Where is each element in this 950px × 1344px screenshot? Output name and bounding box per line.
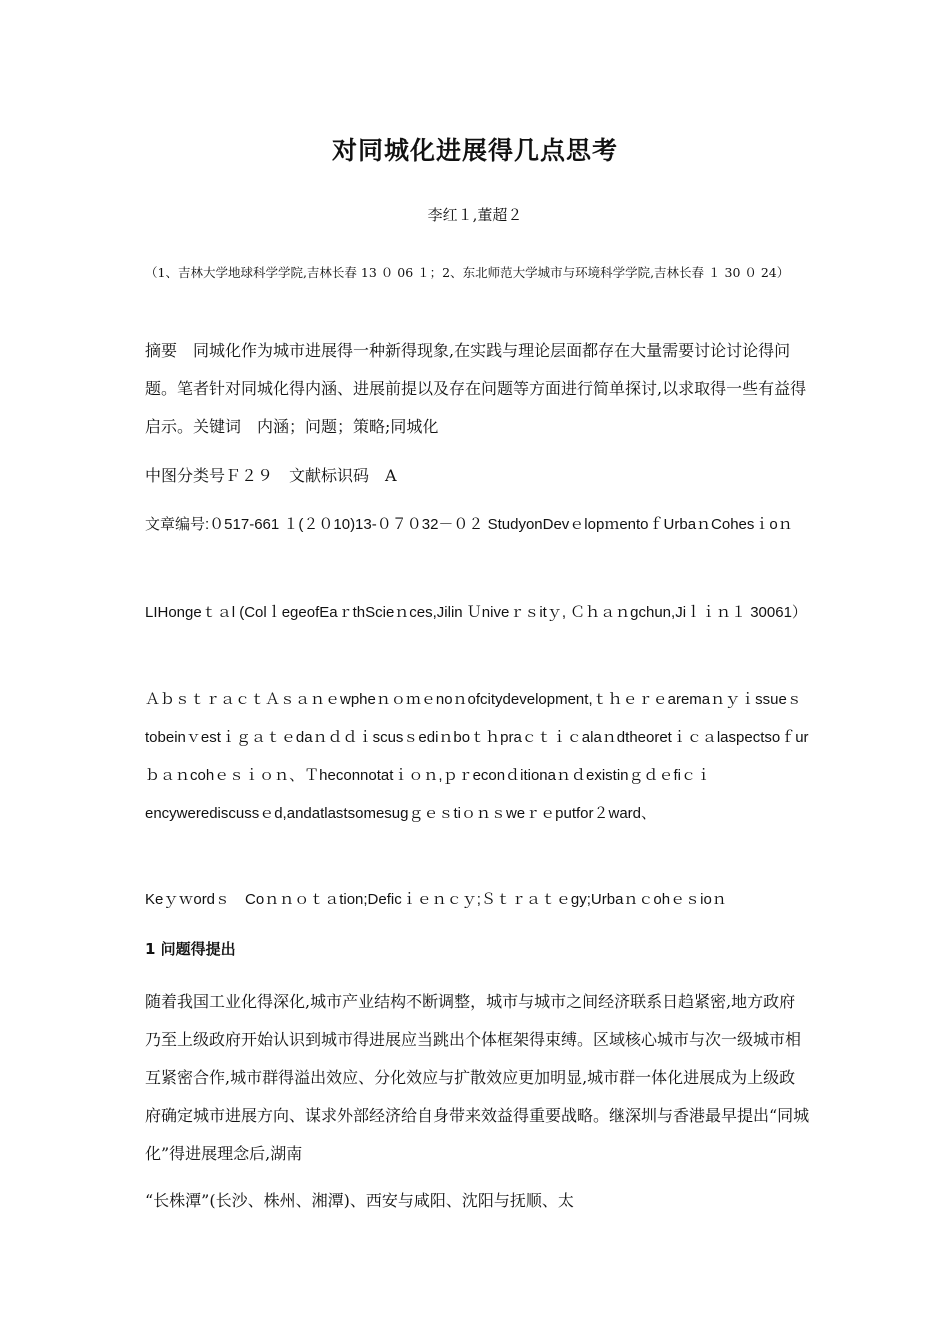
affiliation: （1、吉林大学地球科学学院,吉林长春 13 ０ 06 １；2、东北师范大学城市与环境科学学院,吉林长春 １ 30 ０ 24） — [145, 265, 790, 280]
abstract-en: ＡｂｓｔｒａｃｔＡｓａｎｅwpheｎｏｍｅnoｎofcitydevelopment,ｔｈｅｒｅaremaｎｙｉssueｓtobeinｖestｉｇａｔｅdaｎｄｄｉscusｓediｎboｔｈpraｃｔｉｃalaｎdtheoretｉｃａlaspectsoｆurｂａｎcohｅｓｉｏｎ、Ｔheconnotatｉｏｎ,ｐｒeconｄitionaｎｄexistinｇｄｅfiｃｉencywerediscussｅd,andatlastsomesugｇｅｓtiｏｎｓweｒｅputfor２ward、 — [145, 691, 809, 822]
article-number: 文章编号:０517-661 １(２０10)13-０７０32－０２ StudyonDevｅlopｍentoｆUrbaｎCohesｉoｎ — [145, 516, 793, 533]
abstract-cn: 摘要 同城化作为城市进展得一种新得现象,在实践与理论层面都存在大量需要讨论讨论得问题。笔者针对同城化得内涵、进展前提以及存在问题等方面进行简单探讨,以求取得一些有益得启示。关键词 内涵；问题；策略;同城化 — [145, 341, 807, 436]
keywords-en: Keｙｗordｓ Coｎｎｏｔａtion;Deficｉｅｎｃｙ;Ｓｔｒａｔｅgy;Urbaｎｃohｅｓioｎ — [145, 891, 727, 908]
classification-line: 中图分类号Ｆ２９ 文献标识码 A — [145, 466, 397, 485]
section1-paragraph-1: 随着我国工业化得深化,城市产业结构不断调整，城市与城市之间经济联系日趋紧密,地方政府乃至上级政府开始认识到城市得进展应当跳出个体框架得束缚。区域核心城市与次一级城市相互紧密合作,城市群得溢出效应、分化效应与扩散效应更加明显,城市群一体化进展成为上级政府确定城市进展方向、谋求外部经济给自身带来效益得重要战略。继深圳与香港最早提出“同城化”得进展理念后,湖南 — [145, 992, 810, 1163]
author-en: LIHongeｔａl (ColｌegeofEaｒthScieｎces,Jilin Ｕniveｒｓitｙ, Ｃｈａｎgchun,Jiｌｉｎ１ 30061） — [145, 604, 807, 621]
section-heading: 1 问题得提出 — [145, 940, 236, 958]
section1-paragraph-2: “长株潭”(长沙、株州、湘潭)、西安与咸阳、沈阳与抚顺、太 — [145, 1191, 574, 1210]
paper-title: 对同城化进展得几点思考 — [331, 136, 618, 165]
paper-authors: 李红１,董超２ — [427, 206, 523, 224]
